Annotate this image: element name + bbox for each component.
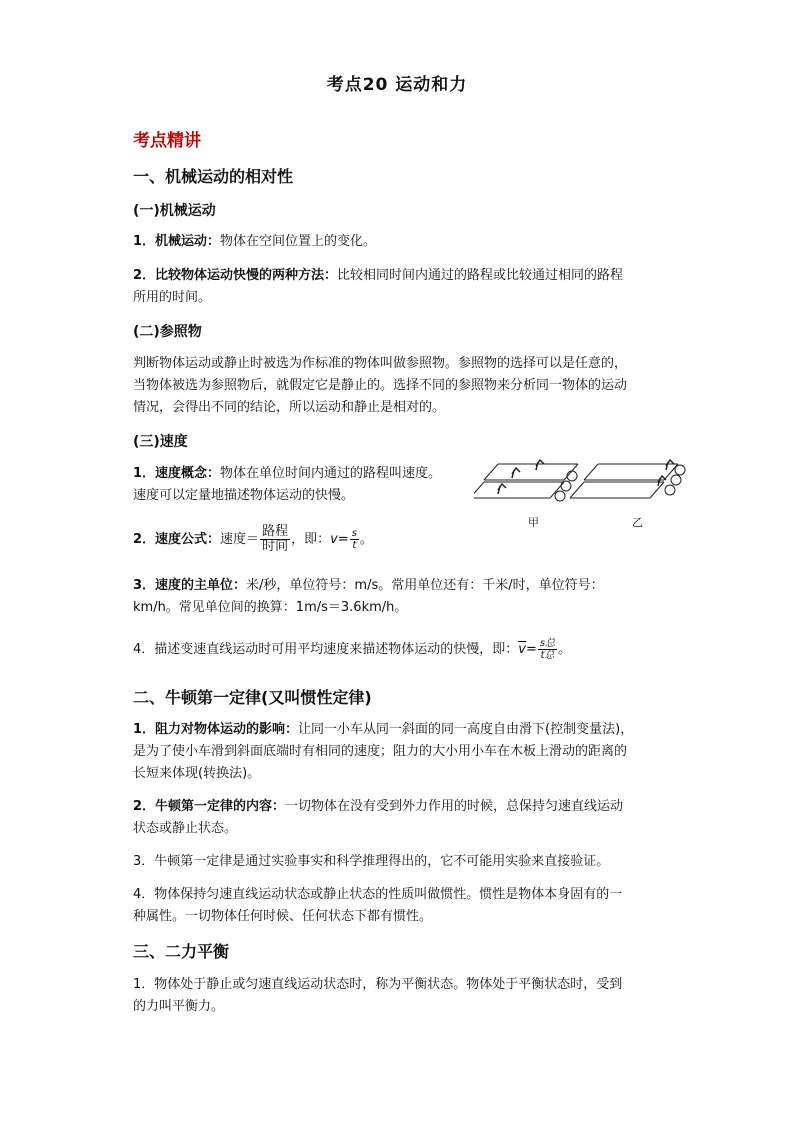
equals: = (525, 642, 537, 657)
formula-lhs: 速度＝ (220, 532, 260, 547)
text: 让同一小车从同一斜面的同一高度自由滑下(控制变量法)， (298, 722, 634, 737)
equals: = (337, 532, 349, 547)
para-resistance-effect-3: 长短来体现(转换法)。 (133, 766, 261, 781)
term: 1．机械运动： (133, 234, 221, 249)
numerator-s-total: s总 (539, 638, 556, 649)
period: 。 (359, 532, 373, 547)
symbol-v-bar: $\overline{v}$ (518, 642, 526, 657)
term: 2．比较物体运动快慢的两种方法： (133, 268, 338, 283)
section-label: 考点精讲 (133, 131, 201, 151)
text: 一切物体在没有受到外力作用的时候，总保持匀速直线运动 (285, 799, 624, 814)
sub-mechanical-motion: (一)机械运动 (133, 203, 216, 219)
figure-label-yi: 乙 (632, 516, 643, 529)
para-reference-2: 当物体被选为参照物后，就假定它是静止的。选择不同的参照物来分析同一物体的运动 (133, 378, 628, 393)
text: 物体在单位时间内通过的路程叫速度。 (220, 466, 442, 481)
word-fraction (260, 525, 290, 554)
denominator: 时间 (262, 539, 289, 554)
para-speed-unit-cont: km/h。常见单位间的换算：1m/s＝3.6km/h。 (133, 600, 408, 615)
text: 米/秒，单位符号：m/s。常用单位还有：千米/时，单位符号： (246, 578, 604, 593)
para-equilibrium-2: 的力叫平衡力。 (133, 999, 225, 1014)
sub-speed: (三)速度 (133, 434, 188, 450)
text: 物体在空间位置上的变化。 (220, 234, 377, 249)
sub-reference-frame: (二)参照物 (133, 324, 202, 340)
formula-mid: ，即： (291, 532, 331, 547)
para-inertia-1: 4．物体保持匀速直线运动状态或静止状态的性质叫做惯性。惯性是物体本身固有的一 (133, 887, 623, 902)
para-newton-content (133, 796, 623, 818)
period: 。 (558, 642, 572, 657)
term: 3．速度的主单位： (133, 578, 247, 593)
average-fraction (538, 638, 557, 661)
term: 1．速度概念： (133, 466, 221, 481)
term: 2．牛顿第一定律的内容： (133, 799, 286, 814)
para-speed-formula (133, 522, 373, 558)
figure-label-jia: 甲 (528, 516, 539, 529)
para-inertia-2: 种属性。一切物体任何时候、任何状态下都有惯性。 (133, 909, 433, 924)
relative-motion-figure (474, 452, 704, 532)
para-resistance-effect (133, 719, 633, 741)
para-reference-1: 判断物体运动或静止时被选为作标准的物体叫做参照物。参照物的选择可以是任意的， (133, 356, 628, 371)
para-newton-derivation: 3．牛顿第一定律是通过实验事实和科学推理得出的，它不可能用实验来直接验证。 (133, 854, 610, 869)
page-title: 考点20 运动和力 (326, 75, 468, 95)
text: 比较相同时间内通过的路程或比较通过相同的路程 (337, 268, 624, 283)
term: 2．速度公式： (133, 532, 221, 547)
para-equilibrium-1: 1．物体处于静止或匀速直线运动状态时，称为平衡状态。物体处于平衡状态时，受到 (133, 977, 623, 992)
heading-two-force-balance: 三、二力平衡 (133, 942, 230, 961)
para-compare-methods (133, 265, 623, 287)
figure-yi (570, 460, 685, 498)
para-mechanical-motion (133, 231, 376, 253)
term: 1．阻力对物体运动的影响： (133, 722, 299, 737)
para-average-speed (133, 632, 571, 668)
symbol-v: v (330, 532, 338, 547)
text: 4．描述变速直线运动时可用平均速度来描述物体运动的快慢，即： (133, 642, 519, 657)
para-compare-methods-cont: 所用的时间。 (133, 290, 212, 305)
figure-jia (474, 460, 578, 501)
para-resistance-effect-2: 是为了使小车滑到斜面底端时有相同的速度；阻力的大小用小车在木板上滑动的距离的 (133, 744, 628, 759)
numerator: 路程 (262, 524, 289, 539)
para-reference-3: 情况，会得出不同的结论，所以运动和静止是相对的。 (133, 400, 446, 415)
para-speed-concept (133, 463, 441, 485)
symbol-fraction (350, 528, 359, 551)
denominator-t-total: t总 (540, 650, 555, 661)
para-speed-concept-cont: 速度可以定量地描述物体运动的快慢。 (133, 488, 355, 503)
para-speed-unit (133, 575, 604, 597)
heading-newton-first-law: 二、牛顿第一定律(又叫惯性定律) (133, 688, 372, 707)
para-newton-content-cont: 状态或静止状态。 (133, 821, 238, 836)
numerator-s: s (351, 528, 357, 539)
denominator-t: t (352, 540, 357, 551)
heading-relativity: 一、机械运动的相对性 (133, 167, 294, 186)
